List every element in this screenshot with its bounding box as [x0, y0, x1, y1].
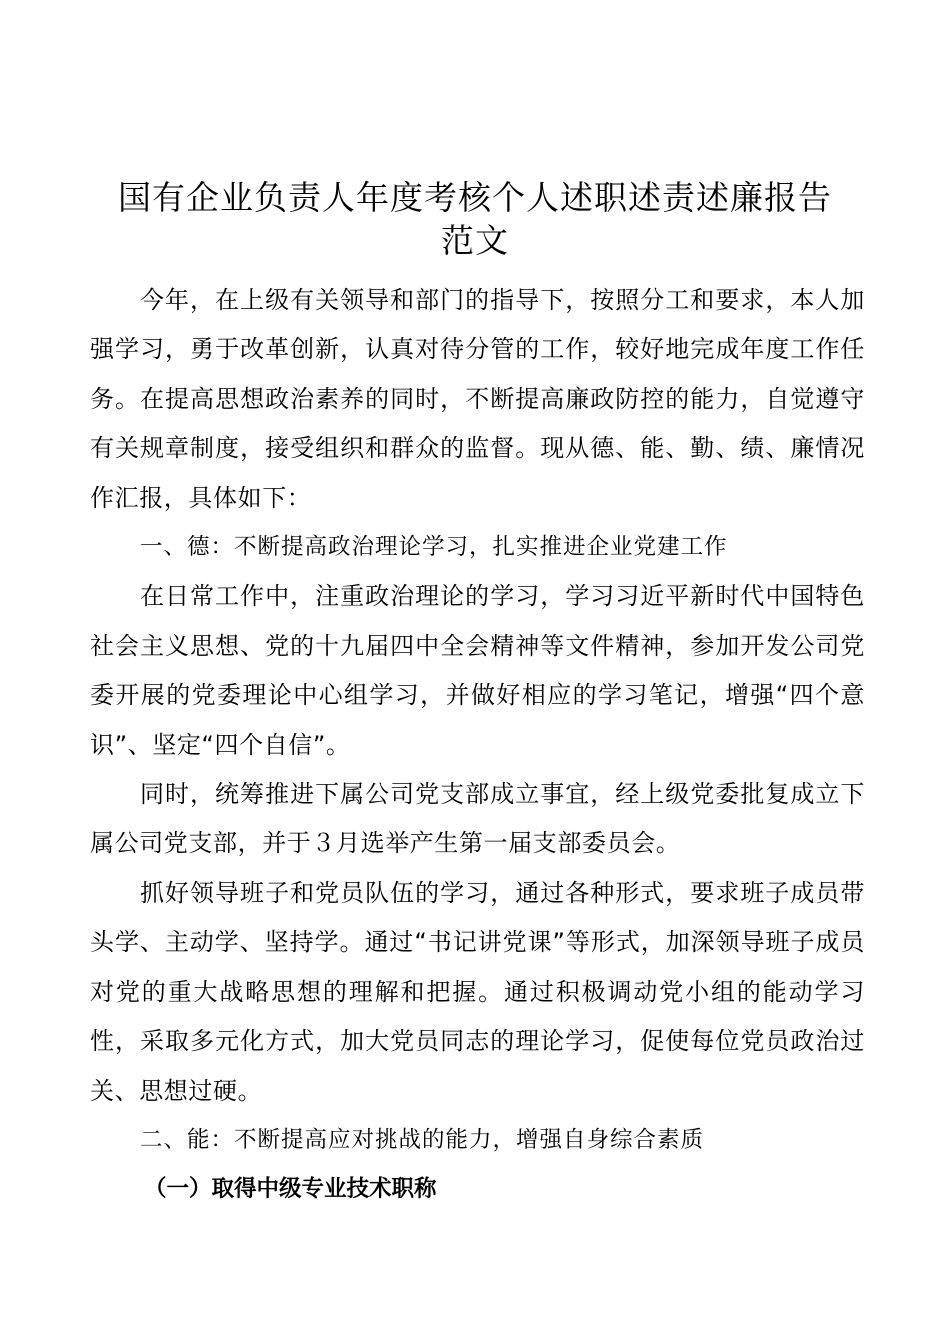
document-title — [60, 176, 890, 262]
intro-paragraph: 今年，在上级有关领导和部门的指导下，按照分工和要求，本人加强学习，勇于改革创新，认真对待分管的工作，较好地完成年度工作任务。在提高思想政治素养的同时，不断提高廉政防控的能力，自觉遵守有关规章制度，接受组织和群众的监督。现从德、能、勤、绩、廉情况作汇报，具体如下： — [90, 286, 865, 512]
subsection-heading-title: （一）取得中级专业技术职称 — [144, 1176, 437, 1203]
section-heading-de: 一、德：不断提高政治理论学习，扎实推进企业党建工作 — [140, 534, 728, 561]
paragraph-study: 在日常工作中，注重政治理论的学习，学习习近平新时代中国特色社会主义思想、党的十九届四中全会精神等文件精神，参加开发公司党委开展的党委理论中心组学习，并做好相应的学习笔记，增强“四个意识”、坚定“四个自信”。 — [90, 582, 865, 759]
title-line-2: 范文 — [441, 221, 509, 260]
document-body — [90, 276, 865, 1215]
title-line-1: 国有企业负责人年度考核个人述职述责述廉报告 — [118, 178, 832, 217]
paragraph-leadership-study: 抓好领导班子和党员队伍的学习，通过各种形式，要求班子成员带头学、主动学、坚持学。通过“书记讲党课”等形式，加深领导班子成员对党的重大战略思想的理解和把握。通过积极调动党小组的能动学习性，采取多元化方式，加大党员同志的理论学习，促使每位党员政治过关、思想过硬。 — [90, 878, 865, 1105]
paragraph-party-branch: 同时，统筹推进下属公司党支部成立事宜，经上级党委批复成立下属公司党支部，并于３月选举产生第一届支部委员会。 — [90, 780, 865, 858]
section-heading-neng: 二、能：不断提高应对挑战的能力，增强自身综合素质 — [140, 1126, 705, 1153]
